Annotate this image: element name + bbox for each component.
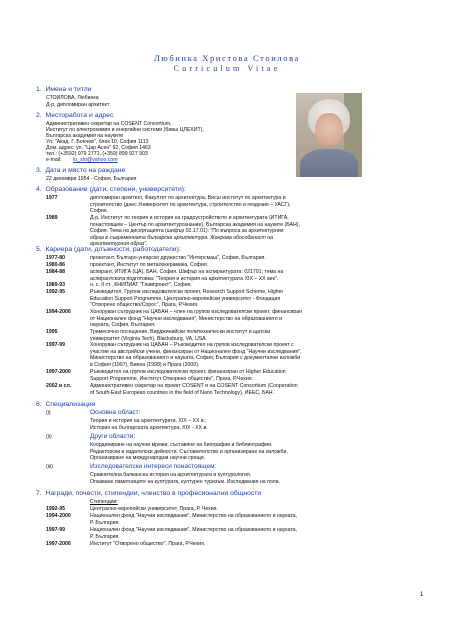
career-entry: аспирант, ИТИГА (ЦА), БАН, София. Шифър на аспирантурата: 021701; тема на аспирантската подготовка: "Теория и история на архитектурата XIX – XX век". [90, 269, 284, 282]
curriculum-vitae-heading: Curriculum Vitae [173, 64, 281, 73]
work-line: тел.: (+3592) 979 2771, (+359) 899 927 903 [46, 151, 148, 157]
career-entry: Административен секретар на проект COSENT и на COSENT Consortium (Cooperation of South-East European countries in the field of Nano Technology), ИЕЕС, БАН. [90, 383, 298, 396]
work-line: Българска академия на науките [46, 133, 124, 139]
scholarships-label: Стипендии: [90, 499, 118, 505]
education-entry: дипломиран архитект, Факултет по архитектура, Висш институт по архитектура и строителство (днес Университет по архитектура, строителство и геодезия – УАСГ), София. [90, 195, 291, 214]
career-year: 1992-95 [46, 289, 66, 295]
award-year: 1992-95 [46, 506, 66, 512]
spec-entry: Теория и история на архитектурата, XIX – XX в.; История на българската архитектура, XIX - XX в. [90, 418, 208, 431]
work-line: Институт по електрохимия и енергийни системи (бивш ЦЛЕХИТ), [46, 127, 204, 133]
career-entry: проектант, Българо-унгарско дружество "Интерсмаш", София, България. [90, 255, 266, 261]
section-heading-work: 2. Месторабота и адрес [36, 112, 114, 119]
career-year: 1997-99 [46, 342, 66, 348]
full-name: СТОИЛОВА, Любинка [46, 95, 99, 101]
work-line: Дом. адрес: ул. "Цар Асен" 92, София 1463 [46, 145, 151, 151]
spec-entry: Сравнителна балканска история на архитектурата и културология. Опазване паметниците на културата, културен туризъм. Изследвания на пола. [90, 472, 280, 485]
spec-num: (ii) [46, 434, 52, 440]
award-year: 1997-99 [46, 527, 66, 533]
education-year: 1989 [46, 215, 58, 221]
award-entry: Централно-европейски университет, Прага, Р. Чехия. [90, 506, 218, 512]
education-entry: Д-р, Институт по теория и история на градоустройството и архитектурата (ИТИГА, понастоящем – Център по архитектурознание), Българска академия на науките (БАН), София. Тема на дисертацията (шифър 02.17.01): "По въпроса за архитектурния образ в съвременната българска архитектура. Жанрова обособеност на архитектурния образ". [90, 215, 300, 247]
author-name-heading: Любинка Христова Стоилова [154, 53, 300, 63]
career-entry: Хоноруван сътрудник на ЦАБАН – Ръководител на групов изследователски проект с участие на австрийски учени, финансиран от Национален фонд "Научни изследвания", Министерство на образованието и науката, София, България с документални изложби в София (1997), Виена (1998) и Прага (2000). [90, 342, 302, 368]
spec-title: Други области: [90, 433, 136, 440]
section-heading-career: 5. Кариера (дати, длъжности, работодатели): [36, 246, 181, 253]
award-entry: Национален фонд "Научни изследвания", Министерство на образованието и науката, Р. България. [90, 527, 298, 540]
spec-num: (iii) [46, 464, 53, 470]
education-year: 1977 [46, 195, 58, 201]
career-year: 1995 [46, 329, 58, 335]
career-year: 2002 и сл. [46, 383, 72, 389]
career-entry: Ръководител на групов изследователски проект, финансиран от Higher Education Support Programme, Институт Отворено общество", Прага, Р.Чехия. [90, 369, 286, 382]
award-entry: Национален фонд "Научни изследвания", Министерство на образованието и науката, Р. България. [90, 513, 298, 526]
section-heading-awards: 7. Награди, почести, стипендии, членство в професионални общности [36, 490, 262, 497]
career-year: 1989-93 [46, 282, 66, 288]
work-line: Ул. "Акад. Г. Бончев", блок 10, София 1113 [46, 139, 149, 145]
career-year: 1997-2000 [46, 369, 71, 375]
award-entry: Институт "Отворено общество", Прага, Р.Чехия. [90, 541, 206, 547]
career-entry: проектант, Институт по металокерамика, София. [90, 262, 209, 268]
spec-title: Основна област: [90, 409, 141, 416]
title-degree: Д-р, дипломиран архитект [46, 102, 110, 108]
page-number: 1 [420, 592, 424, 598]
career-year: 1994-2000 [46, 309, 71, 315]
section-heading-birth: 3. Дата и място на раждане [36, 167, 126, 174]
career-entry: Хоноруван сътрудник на ЦАБАН – член на групов изследователски проект, финансиран от Национален фонд "Научни изследвания", Министерство на образованието и науката, София, България. [90, 309, 303, 328]
spec-entry: Координиране на научни мрежи; съставяне на биографии и библиографии. Редакторски и издателски дейности. Съставителство и организиране на изложби. Организиране на международни научни срещи. [90, 442, 288, 461]
career-year: 1984-88 [46, 269, 66, 275]
career-year: 1980-86 [46, 262, 66, 268]
section-heading-specialization: 6. Специализация [36, 401, 96, 408]
career-entry: Тримесечно посещение, Вирджинийски политехнически институт и щатски университет (Virginia Tech), Blacksburg, VA, USA. [90, 329, 271, 342]
spec-title: Изследователски интереси понастоящем: [90, 463, 217, 470]
section-heading-names: 1. Имена и титли [36, 86, 92, 93]
career-entry: Ръководител, Групов изследователски проект, Research Support Scheme, Higher Education Support Programme, Централно-европейски университет - Фондация "Отворено общество/Сорос", Прага, Р.Чехия. [90, 289, 284, 308]
email-link[interactable]: lu_sto@yahoo.com [73, 157, 118, 163]
career-year: 1977-80 [46, 255, 66, 261]
award-year: 1994-2000 [46, 513, 71, 519]
spec-num: (i) [46, 410, 51, 416]
email-label: e-mail: [46, 157, 62, 163]
portrait-photo [296, 93, 362, 177]
email-row [46, 157, 118, 164]
work-line: Административен секретар на COSENT Consortium, [46, 121, 172, 127]
birth-info: 22 декември 1954 - София, България [46, 176, 137, 182]
section-heading-education: 4. Образование (дати, степени, университети): [36, 186, 186, 193]
career-entry: н. с. II ст., КНИПИАТ "Главпроект", София. [90, 282, 192, 288]
award-year: 1997-2000 [46, 541, 71, 547]
